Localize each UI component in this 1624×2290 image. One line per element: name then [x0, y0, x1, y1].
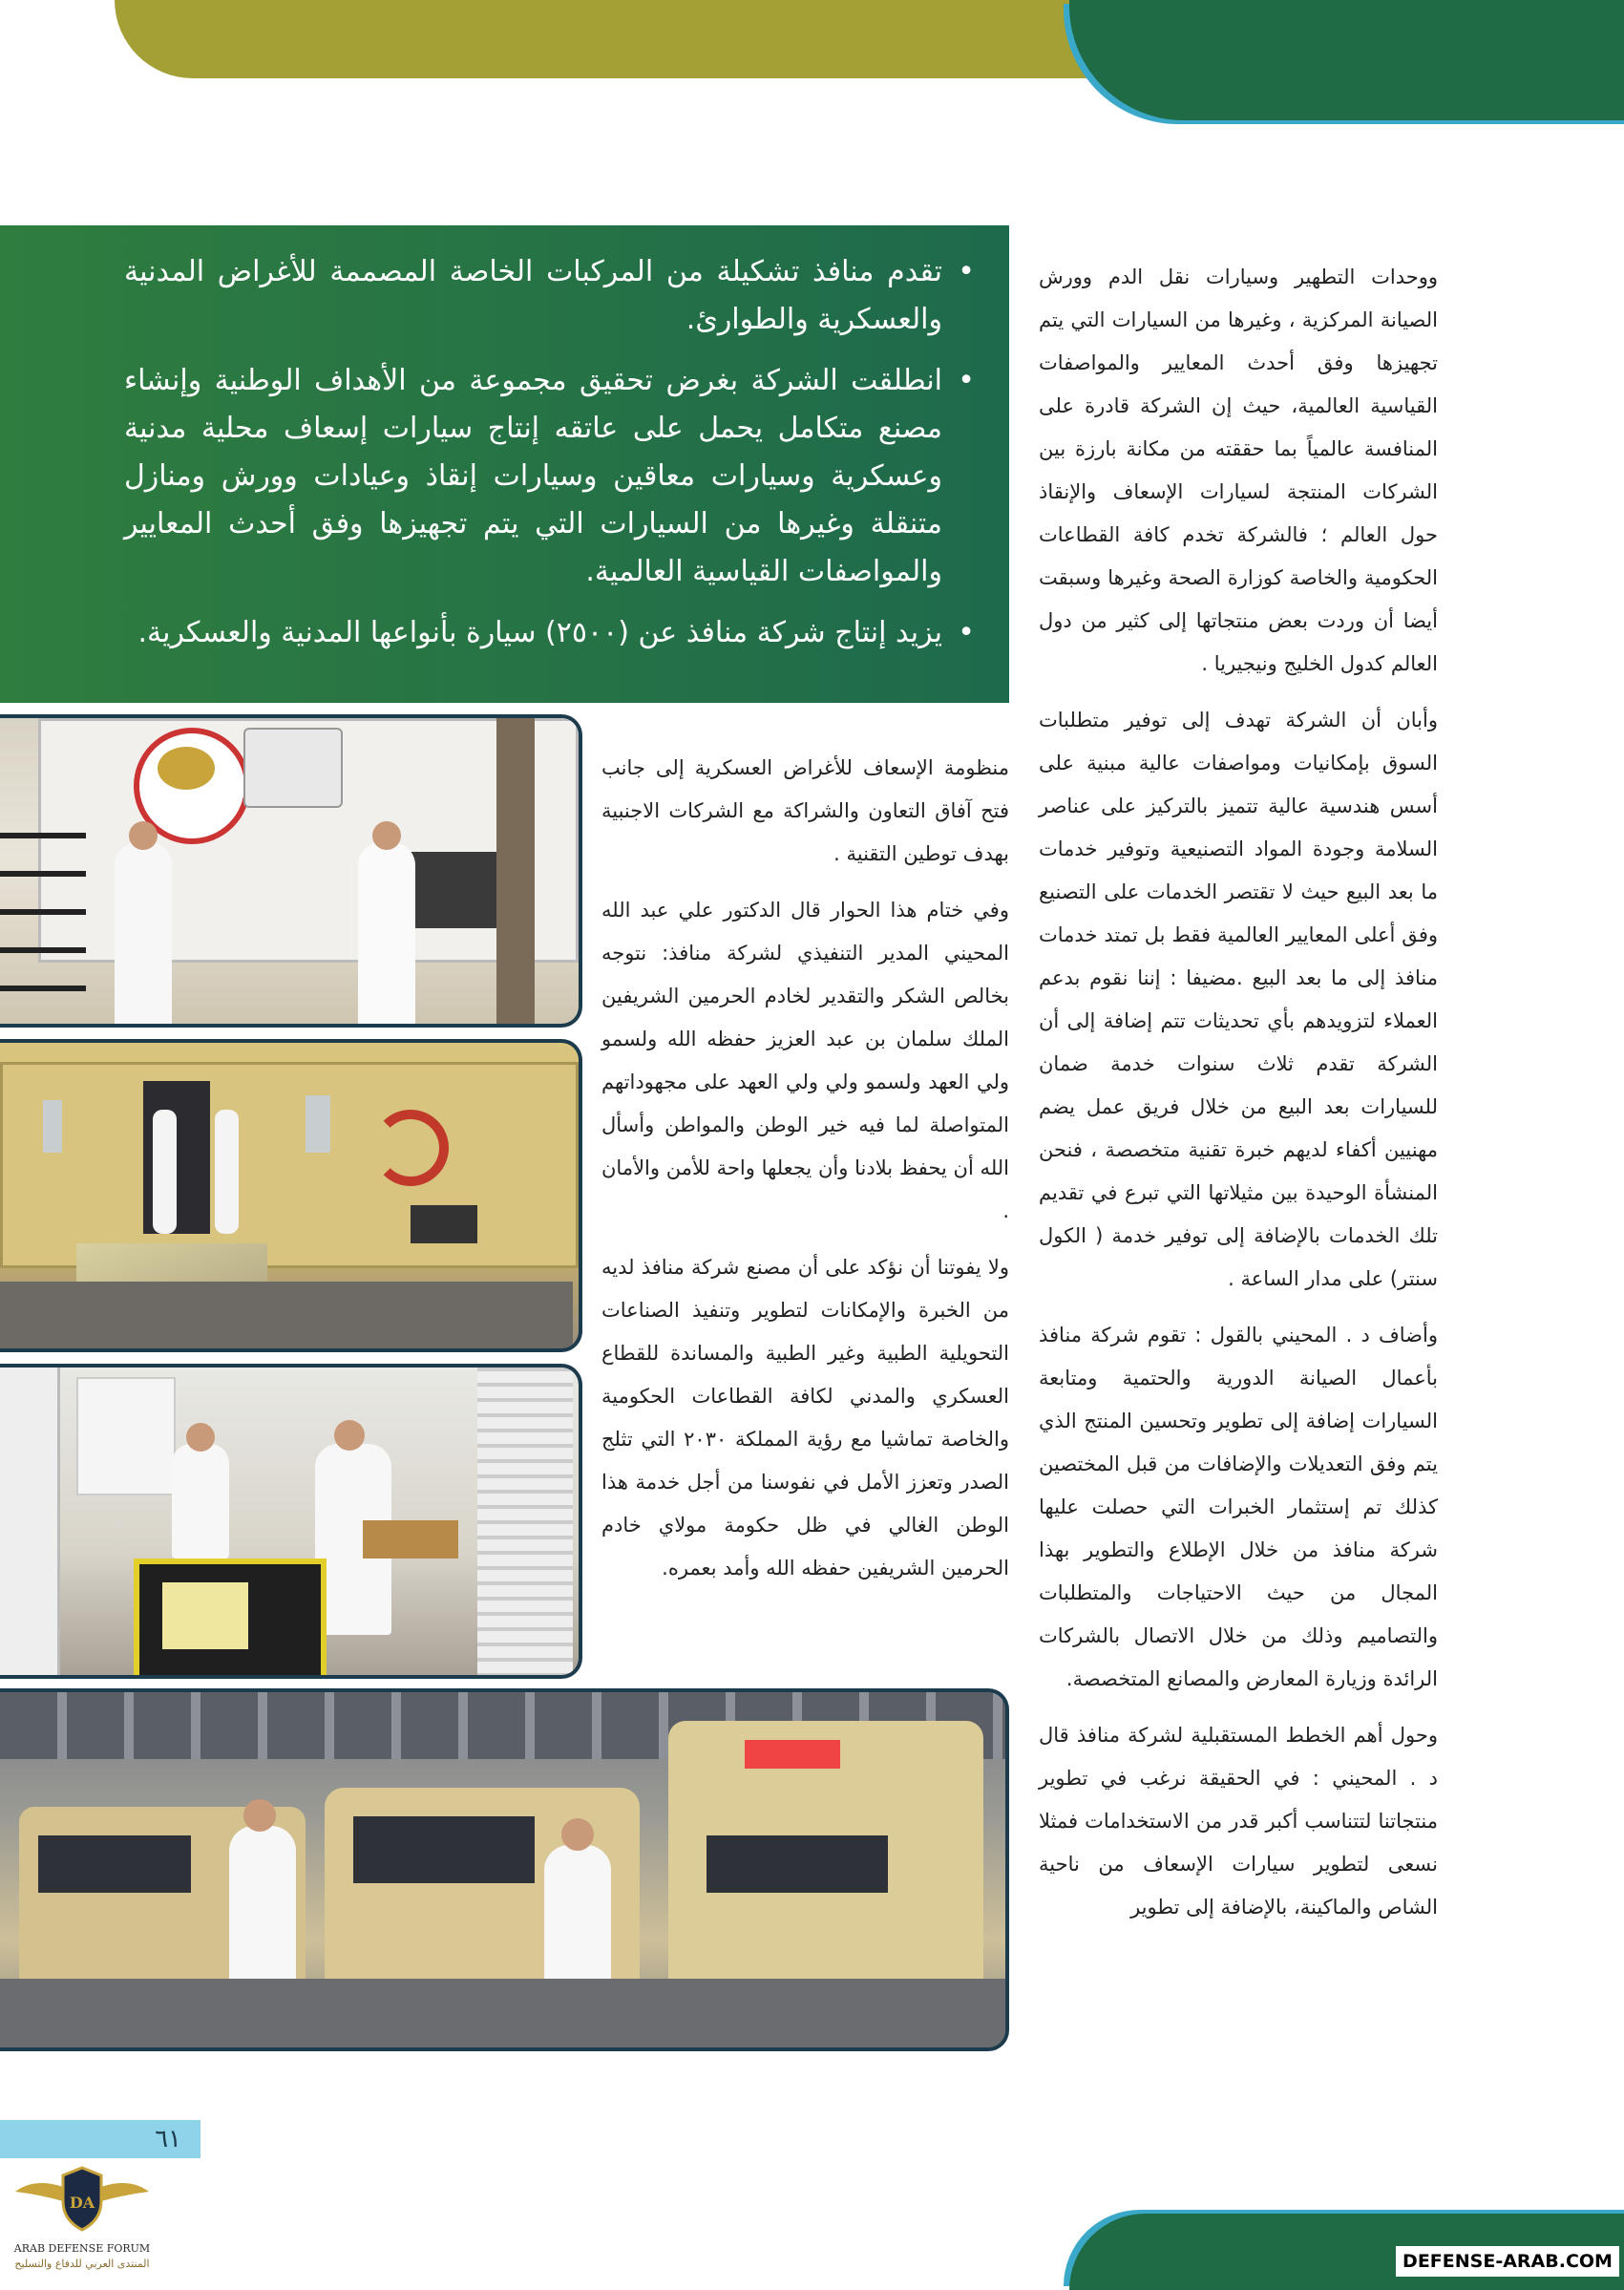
article-middle-column [601, 747, 1009, 1603]
logo-title: ARAB DEFENSE FORUM [13, 2242, 151, 2255]
highlight-bullet: • يزيد إنتاج شركة منافذ عن (٢٥٠٠) سيارة بأنواعها المدنية والعسكرية. [124, 609, 975, 657]
shield-wings-icon [6, 2158, 158, 2244]
highlights-box [0, 225, 1009, 703]
article-paragraph: منظومة الإسعاف للأغراض العسكرية إلى جانب فتح آفاق التعاون والشراكة مع الشركات الاجنبية بهدف توطين التقنية . [601, 756, 1009, 865]
photo-clinic-vehicle-exterior [0, 714, 582, 1028]
highlight-bullet: • تقدم منافذ تشكيلة من المركبات الخاصة المصممة للأغراض المدنية والعسكرية والطوارئ. [124, 248, 975, 344]
logo-initials: DA [69, 2194, 95, 2212]
article-paragraph: ووحدات التطهير وسيارات نقل الدم وورش الصيانة المركزية ، وغيرها من السيارات التي يتم تجهيزها وفق أحدث المعايير والمواصفات القياسية العالمية، حيث إن الشركة قادرة على المنافسة عالمياً بما حققته من مكانة بارزة بين الشركات المنتجة لسيارات الإسعاف والإنقاذ حول العالم ؛ فالشركة تخدم كافة القطاعات الحكومية والخاصة كوزارة الصحة وغيرها وسبقت أيضا أن وردت بعض منتجاتها إلى كثير من دول العالم كدول الخليج ونيجيريا . [1039, 265, 1438, 675]
article-right-column [1039, 256, 1438, 1942]
watermark-url: DEFENSE-ARAB.COM [1396, 2246, 1619, 2277]
article-paragraph: ولا يفوتنا أن نؤكد على أن مصنع شركة منافذ لديه من الخبرة والإمكانات لتطوير وتنفيذ الصناعات التحويلية الطبية وغير الطبية والمساندة للقطاع العسكري والمدني لكافة القطاعات الحكومية والخاصة تماشيا مع رؤية المملكة ٢٠٣٠ التي تثلج الصدر وتعزز الأمل في نفوسنا من أجل خدمة هذا الوطن الغالي في ظل حكومة مولاي خادم الحرمين الشريفين حفظه الله وأمد بعمره. [601, 1256, 1009, 1580]
highlight-bullet: • انطلقت الشركة بغرض تحقيق مجموعة من الأهداف الوطنية وإنشاء مصنع متكامل يحمل على عاتقه إنتاج سيارات إسعاف محلية مدنية وعسكرية وسيارات معاقين وسيارات إنقاذ وعيادات وورش ومنازل متنقلة وغيرها من السيارات التي يتم تجهيزها وفق أحدث المعايير والمواصفات القياسية العالمية. [124, 357, 975, 596]
article-paragraph: وأضاف د . المحيني بالقول : تقوم شركة منافذ بأعمال الصيانة الدورية والحتمية ومتابعة السيارات إضافة إلى تطوير وتحسين المنتج الذي يتم وفق التعديلات والإضافات من قبل المختصين كذلك تم إستثمار الخبرات التي حصلت عليها شركة منافذ من خلال الإطلاع والتطوير بهذا المجال من حيث الاحتياجات والمتطلبات والتصاميم وذلك من خلال الاتصال بالشركات الرائدة وزيارة المعارض والمصانع المتخصصة. [1039, 1324, 1438, 1690]
highlights-list [124, 248, 975, 657]
photo-ambulance-interior [0, 1364, 582, 1679]
photo-ambulance-fleet [0, 1688, 1009, 2051]
header-green-band [1069, 0, 1624, 120]
article-paragraph: وحول أهم الخطط المستقبلية لشركة منافذ قال د . المحيني : في الحقيقة نرغب في تطوير منتجاتنا لتتناسب أكبر قدر من الاستخدامات فمثلا نسعى لتطوير سيارات الإسعاف من ناحية الشاص والماكينة، بالإضافة إلى تطوير [1039, 1724, 1438, 1919]
photo-clinic-trailer [0, 1039, 582, 1352]
header-olive-band [115, 0, 1165, 78]
forum-logo [6, 2158, 158, 2275]
article-paragraph: وأبان أن الشركة تهدف إلى توفير متطلبات السوق بإمكانيات ومواصفات عالية مبنية على أسس هندسية عالية تتميز بالتركيز على عناصر السلامة وجودة المواد التصنيعية وتوفير خدمات ما بعد البيع حيث لا تقتصر الخدمات على التصنيع وفق أعلى المعايير العالمية فقط بل تمتد خدمات منافذ إلى ما بعد البيع .مضيفا : إننا نقوم بدعم العملاء لتزويدهم بأي تحديثات تتم إضافة إلى أن الشركة تقدم ثلاث سنوات خدمة ضمان للسيارات بعد البيع من خلال فريق عمل يضم مهنيين أكفاء لديهم خبرة تقنية متخصصة ، فنحن المنشأة الوحيدة بين مثيلاتها التي تبرع في تقديم تلك الخدمات بالإضافة إلى توفير خدمة ( الكول سنتر) على مدار الساعة . [1039, 709, 1438, 1290]
logo-subtitle: المنتدى العربي للدفاع والتسليح [14, 2258, 150, 2270]
page-number: ٦١ [0, 2120, 200, 2158]
article-paragraph: وفي ختام هذا الحوار قال الدكتور علي عبد الله المحيني المدير التنفيذي لشركة منافذ: نتوجه بخالص الشكر والتقدير لخادم الحرمين الشريفين الملك سلمان بن عبد العزيز حفظه الله ولسمو ولي العهد ولسمو ولي ولي العهد على مجهوداتهم المتواصلة لما فيه خير الوطن والمواطن وأسأل الله أن يحفظ بلادنا وأن يجعلها واحة للأمن والأمان . [601, 899, 1009, 1222]
